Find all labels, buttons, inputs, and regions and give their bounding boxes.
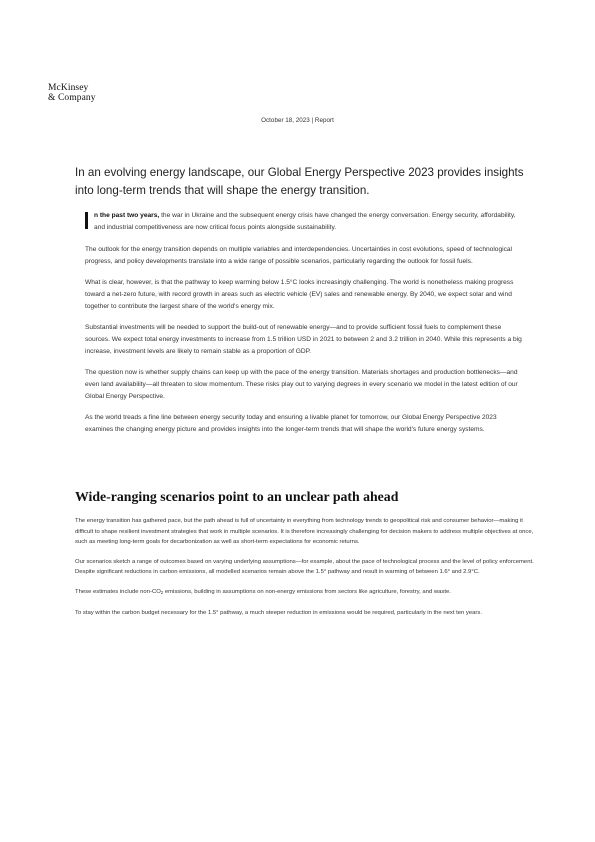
body-paragraph: The question now is whether supply chains can keep up with the pace of the energy transition. Materials shortages and production bottlenecks—and even land availability—all threaten to slow momentum. These risks play out to varying degrees in every scenario we model in the latest edition of our Global Energy Perspective. — [85, 369, 518, 400]
lead-rest: the war in Ukraine and the subsequent energy crisis have changed the energy conversation. Energy security, affordability, and industrial competitiveness are now critical focus points alongside sustainability. — [94, 212, 516, 231]
logo-line-2: & Company — [48, 93, 96, 103]
section-body — [75, 516, 535, 627]
body-paragraph: As the world treads a fine line between energy security today and ensuring a livable planet for tomorrow, our Global Energy Perspective 2023 examines the changing energy picture and provides insights into the longer-term trends that will shape the world's future energy systems. — [85, 414, 497, 433]
mckinsey-logo[interactable] — [48, 83, 96, 103]
article-body — [85, 210, 525, 445]
section-paragraph: To stay within the carbon budget necessary for the 1.5° pathway, a much steeper reduction in emissions would be required, particularly in the next ten years. — [75, 609, 482, 616]
cropped-title-fragment — [281, 103, 311, 106]
section-paragraph: Our scenarios sketch a range of outcomes based on varying underlying assumptions—for example, about the pace of technological process and the level of policy enforcement. Despite significant reductions in carbon emissions, all modelled scenarios remain above the 1.5° pathway and result in warming of between 1.6° and 2.9°C. — [75, 558, 534, 576]
logo-line-1: McKinsey — [48, 83, 89, 93]
lead-bold: n the past two years, — [94, 212, 160, 219]
dateline: October 18, 2023 | Report — [261, 117, 334, 124]
drop-cap — [85, 212, 88, 229]
intro-paragraph: In an evolving energy landscape, our Global Energy Perspective 2023 provides insights into long-term trends that will shape the energy transition. — [75, 166, 524, 197]
body-paragraph: The outlook for the energy transition depends on multiple variables and interdependencies. Uncertainties in cost evolutions, speed of technological progress, and policy developments translate into a wide range of possible scenarios, particularly regarding the outlook for fossil fuels. — [85, 246, 513, 265]
section-paragraph: The energy transition has gathered pace, but the path ahead is full of uncertainty in everything from technology trends to geopolitical risk and consumer behavior—making it difficult to shape resilient investment strategies that work in multiple scenarios. It is therefore increasingly challenging for decision makers to address multiple objectives at once, such as meeting long-term goals for decarbonization as well as short-term expectations for economic returns. — [75, 518, 534, 546]
body-paragraph: Substantial investments will be needed to support the build-out of renewable energy—and to provide sufficient fossil fuels to complement these sources. We expect total energy investments to increase from 1.5 trillion USD in 2021 to between 2 and 3.2 trillion in 2040. While this represents a big increase, investment levels are likely to remain stable as a proportion of GDP. — [85, 324, 522, 355]
section-heading: Wide-ranging scenarios point to an unclear path ahead — [75, 489, 399, 504]
section-paragraph — [75, 587, 535, 599]
p3-pre: These estimates include non-CO — [75, 588, 161, 595]
lead-paragraph — [85, 210, 525, 234]
co2-subscript: 2 — [160, 589, 164, 595]
p3-post: emissions, building in assumptions on non-energy emissions from sectors like agriculture, forestry, and waste. — [163, 588, 451, 595]
body-paragraph: What is clear, however, is that the pathway to keep warming below 1.5°C looks increasingly challenging. The world is nonetheless making progress toward a net-zero future, with record growth in areas such as electric vehicle (EV) sales and renewable energy. By 2040, we expect solar and wind together to contribute the largest share of the world's energy mix. — [85, 279, 514, 310]
